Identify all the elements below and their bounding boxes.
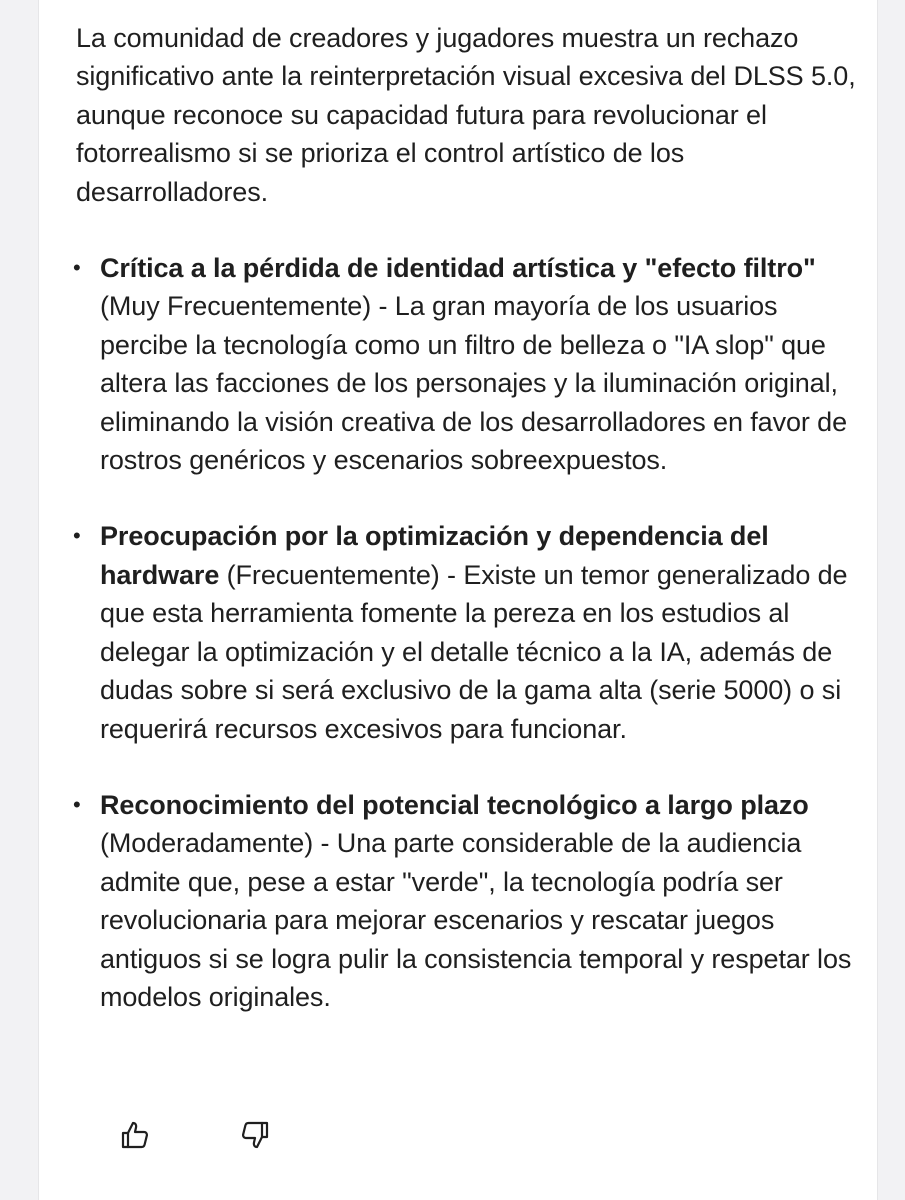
point-title: Reconocimiento del potencial tecnológico a largo plazo	[100, 789, 809, 820]
thumbs-down-button[interactable]	[237, 1117, 273, 1153]
list-item	[73, 517, 856, 747]
point-text: (Moderadamente) - Una parte considerable de la audiencia admite que, pese a estar "verde", la tecnología podría ser revolucionaria para mejorar escenarios y rescatar juegos antiguos si se logra pulir la consistencia temporal y respetar los modelos originales.	[100, 828, 852, 1012]
thumbs-up-icon	[119, 1119, 151, 1151]
thumbs-down-icon	[239, 1119, 271, 1151]
bullet-icon: •	[73, 255, 81, 281]
response-card	[38, 0, 878, 1200]
point-title: Crítica a la pérdida de identidad artística y "efecto filtro"	[100, 253, 816, 284]
point-title: Preocupación por la optimización y dependencia del hardware	[100, 521, 769, 590]
bullet-icon: •	[73, 523, 81, 549]
feedback-bar	[117, 1117, 273, 1153]
point-text: (Muy Frecuentemente) - La gran mayoría de los usuarios percibe la tecnología como un filtro de belleza o "IA slop" que altera las facciones de los personajes y la iluminación original, eliminando la visión creativa de los desarrolladores en favor de rostros genéricos y escenarios sobreexpuestos.	[100, 291, 848, 476]
list-item	[73, 249, 856, 479]
intro-paragraph: La comunidad de creadores y jugadores muestra un rechazo significativo ante la reinterpretación visual excesiva del DLSS 5.0, aunque reconoce su capacidad futura para revolucionar el fotorrealismo si se prioriza el control artístico de los desarrolladores.	[76, 23, 856, 207]
list-item	[73, 786, 856, 1016]
bullet-icon: •	[73, 791, 81, 817]
response-content	[73, 19, 856, 1054]
points-list	[73, 249, 856, 1016]
thumbs-up-button[interactable]	[117, 1117, 153, 1153]
point-text: (Frecuentemente) - Existe un temor generalizado de que esta herramienta fomente la pereza en los estudios al delegar la optimización y el detalle técnico a la IA, además de dudas sobre si será exclusivo de la gama alta (serie 5000) o si requerirá recursos excesivos para funcionar.	[100, 559, 848, 744]
